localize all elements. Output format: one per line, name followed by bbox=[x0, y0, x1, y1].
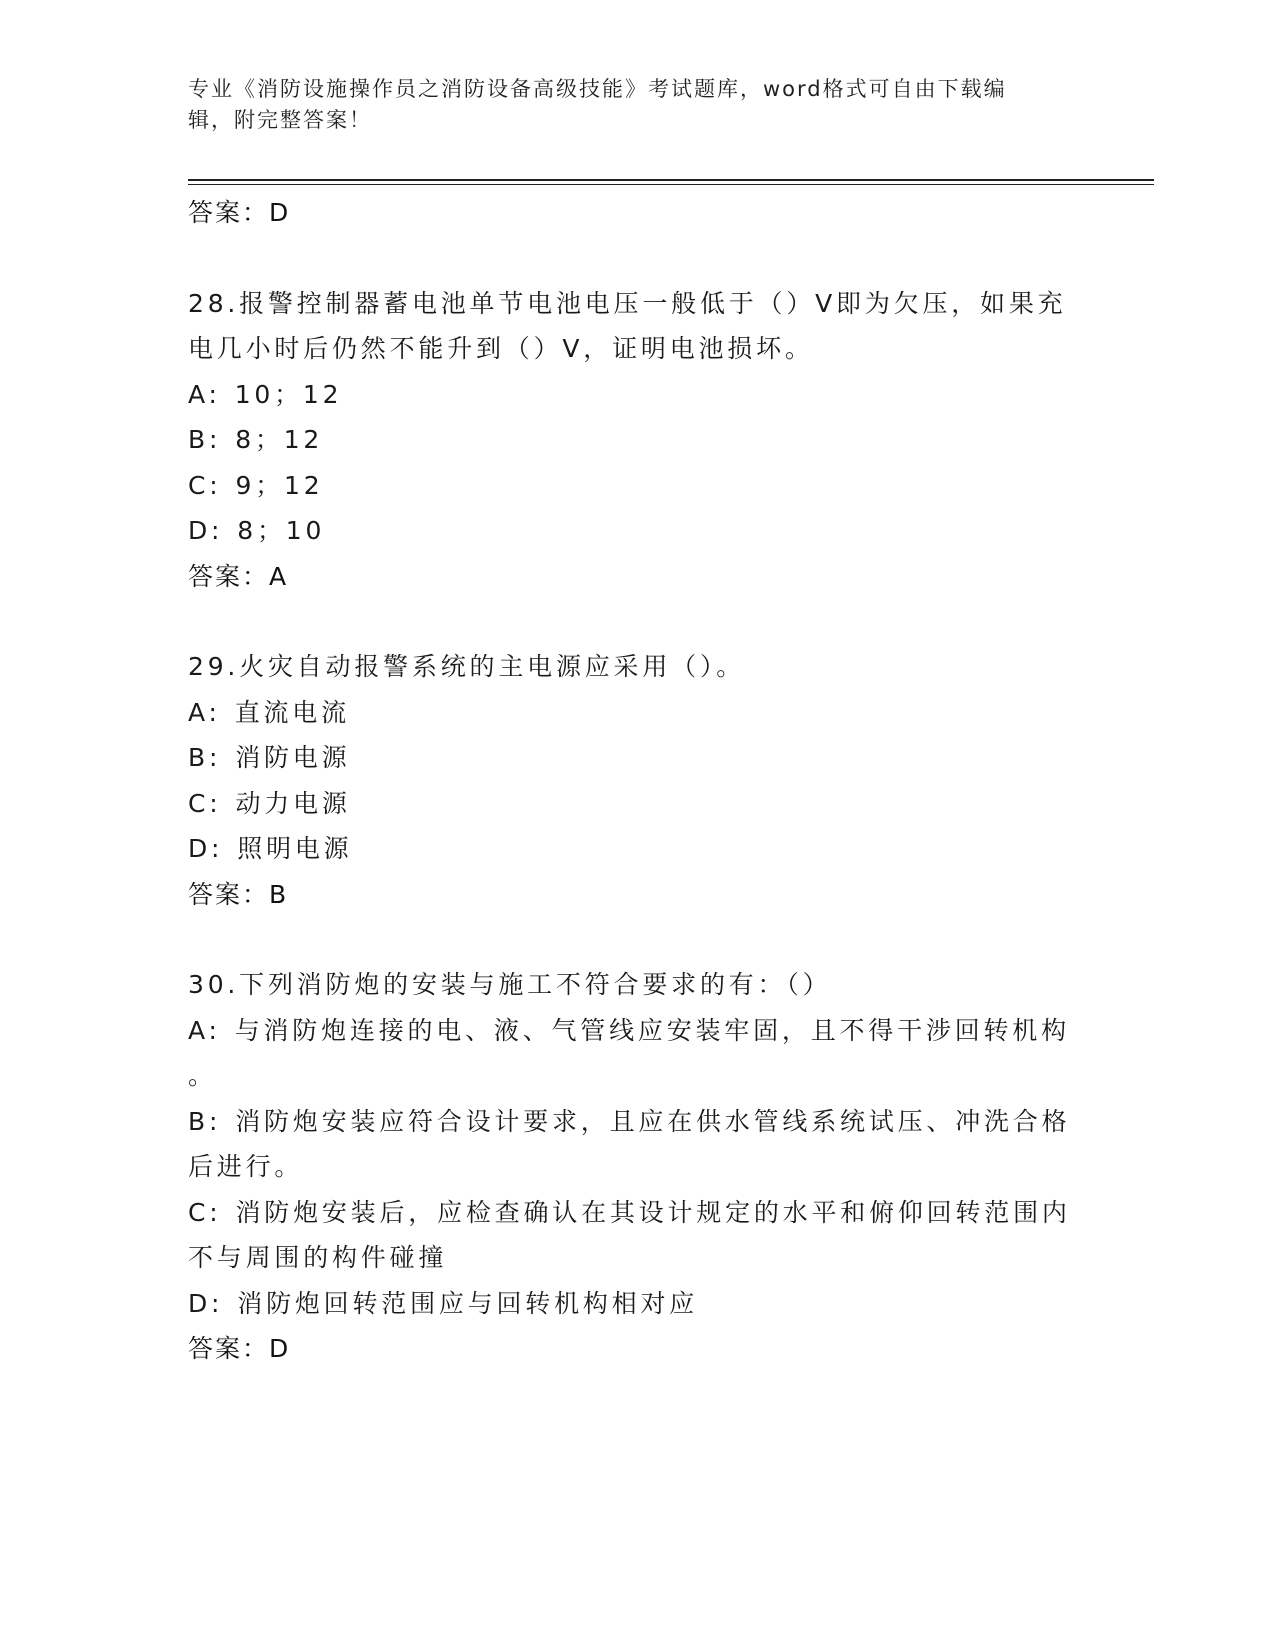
question-28 bbox=[188, 281, 1088, 600]
question-stem-line: 电几小时后仍然不能升到（）V，证明电池损坏。 bbox=[188, 334, 814, 363]
option-a-continuation: 。 bbox=[188, 1061, 217, 1090]
header-divider-thick bbox=[188, 179, 1154, 181]
option-d bbox=[188, 508, 1068, 554]
question-stem-line: 28.报警控制器蓄电池单节电池电压一般低于（）V即为欠压，如果充 bbox=[188, 288, 1067, 318]
answer-line: 答案：D bbox=[188, 1334, 291, 1363]
option-text: 9；12 bbox=[235, 470, 324, 500]
option-d bbox=[188, 1281, 1068, 1327]
spacer bbox=[188, 599, 1088, 644]
option-text: 直流电流 bbox=[234, 697, 350, 727]
option-c bbox=[188, 1190, 1071, 1236]
option-label: B: bbox=[188, 1106, 222, 1136]
option-a bbox=[188, 1008, 1068, 1054]
answer-line: 答案：B bbox=[188, 879, 289, 909]
document-header-note bbox=[188, 74, 1088, 136]
option-text: 消防炮安装后，应检查确认在其设计规定的水平和俯仰回转范围内 bbox=[235, 1197, 1071, 1227]
header-note-line-1: 专业《消防设施操作员之消防设备高级技能》考试题库，word格式可自由下载编 bbox=[188, 77, 1007, 101]
option-label: D: bbox=[188, 516, 224, 545]
option-label: C: bbox=[188, 788, 222, 818]
option-label: B: bbox=[188, 425, 222, 454]
option-label: B: bbox=[188, 743, 222, 772]
option-d bbox=[188, 826, 1068, 872]
option-b bbox=[188, 1099, 1071, 1145]
option-b bbox=[188, 735, 1068, 781]
option-text: 照明电源 bbox=[237, 834, 353, 863]
question-29 bbox=[188, 644, 1088, 917]
option-a bbox=[188, 690, 1068, 736]
spacer bbox=[188, 236, 1088, 281]
option-c-continuation: 不与周围的构件碰撞 bbox=[188, 1243, 448, 1272]
option-label: C: bbox=[188, 1197, 222, 1227]
option-label: D: bbox=[188, 834, 224, 863]
spacer bbox=[188, 917, 1088, 962]
option-text: 10；12 bbox=[234, 379, 343, 409]
option-label: A: bbox=[188, 697, 221, 727]
option-c bbox=[188, 781, 1068, 827]
option-label: D: bbox=[188, 1288, 224, 1318]
option-b-continuation: 后进行。 bbox=[188, 1152, 304, 1181]
option-text: 8；10 bbox=[237, 516, 326, 545]
answer-line: 答案：A bbox=[188, 561, 289, 591]
answer-line-27: 答案：D bbox=[188, 198, 291, 227]
option-c bbox=[188, 463, 1068, 509]
question-stem-line: 29.火灾自动报警系统的主电源应采用（）。 bbox=[188, 652, 746, 681]
option-label: A: bbox=[188, 379, 221, 409]
option-text: 消防炮回转范围应与回转机构相对应 bbox=[237, 1288, 699, 1318]
option-text: 8；12 bbox=[235, 425, 324, 454]
option-text: 动力电源 bbox=[235, 788, 351, 818]
option-text: 消防炮安装应符合设计要求，且应在供水管线系统试压、冲洗合格 bbox=[235, 1106, 1071, 1136]
header-divider-thin bbox=[188, 184, 1154, 185]
option-b bbox=[188, 417, 1068, 463]
option-text: 消防电源 bbox=[235, 743, 351, 772]
question-list bbox=[188, 190, 1088, 1372]
option-a bbox=[188, 372, 1068, 418]
question-stem-line: 30.下列消防炮的安装与施工不符合要求的有：（） bbox=[188, 970, 832, 999]
question-30 bbox=[188, 962, 1088, 1372]
option-text: 与消防炮连接的电、液、气管线应安装牢固，且不得干涉回转机构 bbox=[234, 1015, 1070, 1045]
option-label: A: bbox=[188, 1015, 221, 1045]
header-note-line-2: 辑，附完整答案！ bbox=[188, 108, 372, 132]
option-label: C: bbox=[188, 470, 222, 500]
